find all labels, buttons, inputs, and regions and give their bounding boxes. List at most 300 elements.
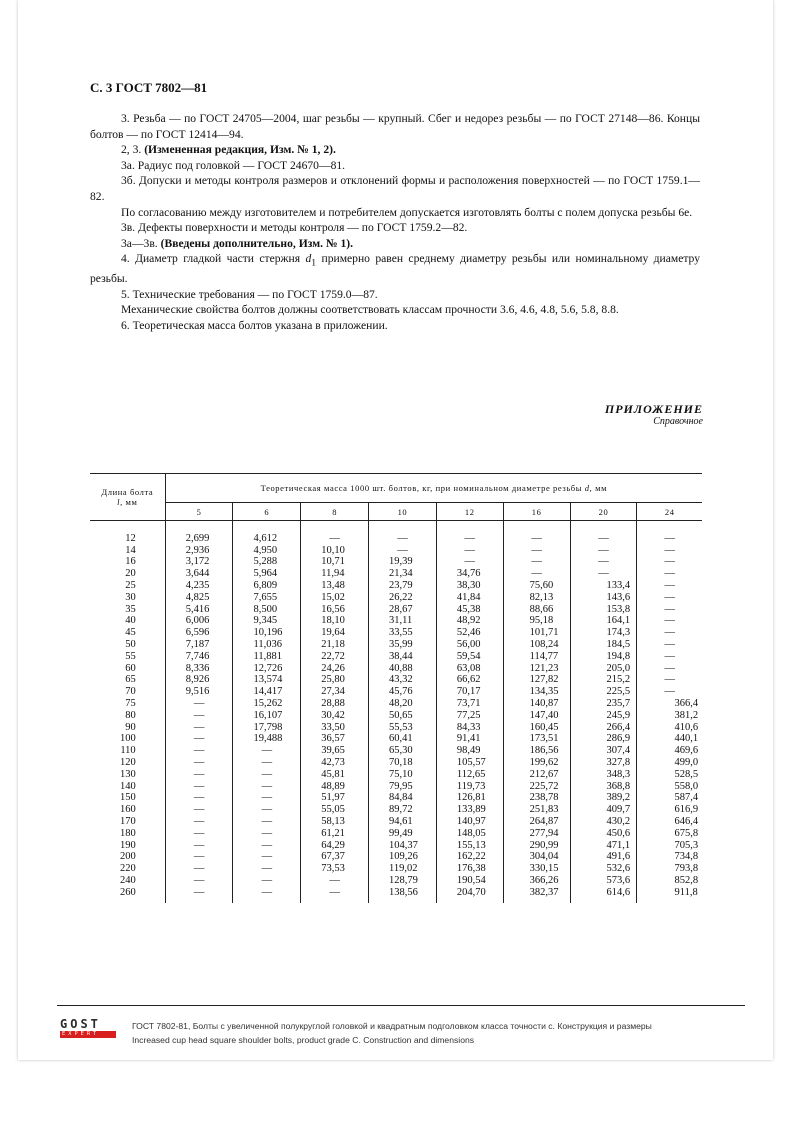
mass-cell: — xyxy=(637,592,702,604)
mass-cell: 734,8 xyxy=(637,851,702,863)
length-cell: 60 xyxy=(125,662,136,674)
logo-red-bar: EXPERT xyxy=(60,1031,116,1038)
mass-cell: 64,29 xyxy=(301,840,369,852)
mass-cell: — xyxy=(233,863,301,875)
mass-cell: 366,4 xyxy=(637,698,702,710)
mass-cell: — xyxy=(570,568,637,580)
mass-cell: — xyxy=(165,887,233,899)
diameter-header-cell: 8 xyxy=(301,503,369,521)
mass-cell: — xyxy=(369,545,437,557)
mass-cell: 104,37 xyxy=(369,840,437,852)
length-cell: 200 xyxy=(119,851,136,863)
mass-cell: — xyxy=(165,863,233,875)
mass-cell: 73,71 xyxy=(436,698,503,710)
mass-cell: 9,516 xyxy=(165,686,233,698)
mass-cell: 204,70 xyxy=(436,887,503,899)
mass-cell: 35,99 xyxy=(369,639,437,651)
mass-cell: 91,41 xyxy=(436,733,503,745)
table-row xyxy=(90,851,702,863)
mass-cell: — xyxy=(165,710,233,722)
mass-cell: 45,81 xyxy=(301,769,369,781)
mass-cell: 12,726 xyxy=(233,663,301,675)
mass-cell: 205,0 xyxy=(570,663,637,675)
mass-cell: 88,66 xyxy=(503,604,570,616)
mass-cell: 67,37 xyxy=(301,851,369,863)
mass-cell: — xyxy=(503,556,570,568)
mass-cell: 286,9 xyxy=(570,733,637,745)
table-row xyxy=(90,804,702,816)
mass-cell: 4,825 xyxy=(165,592,233,604)
mass-cell: 56,00 xyxy=(436,639,503,651)
diameter-header-cell: 20 xyxy=(570,503,637,521)
mass-cell: 40,88 xyxy=(369,663,437,675)
table-spacer-row xyxy=(90,521,702,533)
paragraph-amendment-2: 3а—3в. (Введены дополнительно, Изм. № 1). xyxy=(121,236,354,250)
table-row xyxy=(90,592,702,604)
mass-cell: 264,87 xyxy=(503,816,570,828)
mass-cell: 25,80 xyxy=(301,674,369,686)
mass-cell: 194,8 xyxy=(570,651,637,663)
mass-cell: 51,97 xyxy=(301,792,369,804)
mass-cell: 19,488 xyxy=(233,733,301,745)
mass-cell: 10,10 xyxy=(301,545,369,557)
length-cell: 45 xyxy=(125,627,136,639)
mass-cell: 304,04 xyxy=(503,851,570,863)
mass-cell: 4,612 xyxy=(233,533,301,545)
table-row xyxy=(90,639,702,651)
mass-cell: 11,94 xyxy=(301,568,369,580)
mass-cell: — xyxy=(233,781,301,793)
mass-cell: 327,8 xyxy=(570,757,637,769)
mass-cell: — xyxy=(165,804,233,816)
mass-cell: 98,49 xyxy=(436,745,503,757)
table-row xyxy=(90,545,702,557)
table-row xyxy=(90,816,702,828)
mass-cell: 13,48 xyxy=(301,580,369,592)
mass-cell: 140,97 xyxy=(436,816,503,828)
mass-cell: 11,036 xyxy=(233,639,301,651)
length-cell: 16 xyxy=(125,556,136,568)
mass-cell: 2,699 xyxy=(165,533,233,545)
mass-cell: 41,84 xyxy=(436,592,503,604)
mass-cell: 119,73 xyxy=(436,781,503,793)
mass-cell: 27,34 xyxy=(301,686,369,698)
mass-cell: 28,88 xyxy=(301,698,369,710)
footer-divider xyxy=(57,1005,745,1006)
mass-cell: 499,0 xyxy=(637,757,702,769)
mass-cell: 6,809 xyxy=(233,580,301,592)
table-row xyxy=(90,651,702,663)
mass-cell: 266,4 xyxy=(570,722,637,734)
mass-cell: 13,574 xyxy=(233,674,301,686)
mass-cell: 61,21 xyxy=(301,828,369,840)
table-row xyxy=(90,887,702,899)
mass-cell: 109,26 xyxy=(369,851,437,863)
mass-cell: — xyxy=(165,851,233,863)
mass-cell: 23,79 xyxy=(369,580,437,592)
mass-cell: 389,2 xyxy=(570,792,637,804)
mass-cell: 6,596 xyxy=(165,627,233,639)
length-cell: 220 xyxy=(119,863,136,875)
table-row xyxy=(90,757,702,769)
mass-cell: 440,1 xyxy=(637,733,702,745)
mass-cell: — xyxy=(436,533,503,545)
mass-cell: — xyxy=(637,580,702,592)
mass-cell: — xyxy=(233,875,301,887)
mass-cell: — xyxy=(637,556,702,568)
mass-cell: 43,32 xyxy=(369,674,437,686)
mass-cell: 108,24 xyxy=(503,639,570,651)
mass-cell: — xyxy=(570,533,637,545)
mass-cell: 8,926 xyxy=(165,674,233,686)
length-cell: 150 xyxy=(119,792,136,804)
mass-cell: 238,78 xyxy=(503,792,570,804)
table-row xyxy=(90,863,702,875)
mass-cell: 121,23 xyxy=(503,663,570,675)
mass-cell: 8,500 xyxy=(233,604,301,616)
mass-cell: 382,37 xyxy=(503,887,570,899)
mass-cell: — xyxy=(637,568,702,580)
length-cell: 130 xyxy=(119,768,136,780)
mass-cell: 9,345 xyxy=(233,615,301,627)
mass-cell: 16,107 xyxy=(233,710,301,722)
mass-cell: 7,746 xyxy=(165,651,233,663)
mass-cell: 2,936 xyxy=(165,545,233,557)
footer-line-en: Increased cup head square shoulder bolts, product grade C. Construction and dimensions xyxy=(132,1035,475,1045)
mass-cell: 38,30 xyxy=(436,580,503,592)
mass-cell: 3,644 xyxy=(165,568,233,580)
table-row xyxy=(90,792,702,804)
length-cell: 190 xyxy=(119,839,136,851)
mass-cell: 26,22 xyxy=(369,592,437,604)
mass-cell: 21,34 xyxy=(369,568,437,580)
mass-cell: 143,6 xyxy=(570,592,637,604)
mass-cell: 63,08 xyxy=(436,663,503,675)
mass-cell: 162,22 xyxy=(436,851,503,863)
mass-cell: 33,50 xyxy=(301,722,369,734)
mass-cell: 19,39 xyxy=(369,556,437,568)
mass-cell: 55,05 xyxy=(301,804,369,816)
mass-cell: 84,84 xyxy=(369,792,437,804)
table-row xyxy=(90,604,702,616)
mass-cell: — xyxy=(301,533,369,545)
mass-cell: — xyxy=(165,816,233,828)
length-cell: 65 xyxy=(125,674,136,686)
mass-cell: — xyxy=(637,639,702,651)
mass-cell: — xyxy=(233,792,301,804)
mass-cell: 73,53 xyxy=(301,863,369,875)
mass-cell: — xyxy=(233,769,301,781)
diameter-header-cell: 24 xyxy=(637,503,702,521)
mass-cell: — xyxy=(165,698,233,710)
appendix-title: ПРИЛОЖЕНИЕ xyxy=(604,402,703,416)
mass-cell: 15,02 xyxy=(301,592,369,604)
page-header: С. 3 ГОСТ 7802—81 xyxy=(90,80,208,95)
mass-cell: 66,62 xyxy=(436,674,503,686)
mass-cell: 186,56 xyxy=(503,745,570,757)
length-cell: 20 xyxy=(125,568,136,580)
mass-cell: — xyxy=(165,781,233,793)
mass-cell: 31,11 xyxy=(369,615,437,627)
length-cell: 240 xyxy=(119,874,136,886)
mass-cell: 114,77 xyxy=(503,651,570,663)
length-cell: 170 xyxy=(119,815,136,827)
mass-cell: 164,1 xyxy=(570,615,637,627)
table-row xyxy=(90,828,702,840)
mass-cell: 290,99 xyxy=(503,840,570,852)
mass-cell: — xyxy=(233,804,301,816)
length-cell: 160 xyxy=(119,804,136,816)
mass-cell: 89,72 xyxy=(369,804,437,816)
mass-cell: 30,42 xyxy=(301,710,369,722)
mass-cell: 5,964 xyxy=(233,568,301,580)
mass-cell: 65,30 xyxy=(369,745,437,757)
length-cell: 35 xyxy=(125,603,136,615)
diameter-header-cell: 12 xyxy=(436,503,503,521)
paragraph-tolerances: 3б. Допуски и методы контроля размеров и отклонений формы и расположения поверхностей — по ГОСТ 1759.1—82. xyxy=(90,174,700,203)
mass-cell: 852,8 xyxy=(637,875,702,887)
table-row xyxy=(90,710,702,722)
body-text xyxy=(90,111,700,334)
mass-cell: — xyxy=(637,686,702,698)
mass-cell: 330,15 xyxy=(503,863,570,875)
mass-span-header: Теоретическая масса 1000 шт. болтов, кг, при номинальном диаметре резьбы d, мм xyxy=(165,474,702,503)
mass-cell: 11,881 xyxy=(233,651,301,663)
paragraph-mechanical: Механические свойства болтов должны соответствовать классам прочности 3.6, 4.6, 4.8, 5.6, 5.8, 8.8. xyxy=(121,303,619,317)
mass-cell: 5,416 xyxy=(165,604,233,616)
mass-cell: — xyxy=(233,840,301,852)
mass-cell: 409,7 xyxy=(570,804,637,816)
mass-cell: 212,67 xyxy=(503,769,570,781)
mass-cell: — xyxy=(637,651,702,663)
mass-cell: 4,235 xyxy=(165,580,233,592)
mass-cell: 82,13 xyxy=(503,592,570,604)
mass-cell: — xyxy=(165,828,233,840)
mass-cell: 911,8 xyxy=(637,887,702,899)
col-length-header: Длина болта l, мм xyxy=(90,474,165,521)
length-cell: 70 xyxy=(125,686,136,698)
length-cell: 75 xyxy=(125,697,136,709)
mass-cell: 22,72 xyxy=(301,651,369,663)
mass-cell: 140,87 xyxy=(503,698,570,710)
diameter-header-cell: 16 xyxy=(503,503,570,521)
mass-cell: 33,55 xyxy=(369,627,437,639)
mass-cell: 75,10 xyxy=(369,769,437,781)
table-row xyxy=(90,556,702,568)
mass-cell: 21,18 xyxy=(301,639,369,651)
mass-table-body xyxy=(90,521,702,903)
mass-cell: 60,41 xyxy=(369,733,437,745)
mass-cell: — xyxy=(233,816,301,828)
mass-cell: 5,288 xyxy=(233,556,301,568)
mass-cell: — xyxy=(369,533,437,545)
mass-cell: 105,57 xyxy=(436,757,503,769)
mass-cell: 24,26 xyxy=(301,663,369,675)
diameter-header-cell: 10 xyxy=(369,503,437,521)
mass-cell: 410,6 xyxy=(637,722,702,734)
mass-cell: 532,6 xyxy=(570,863,637,875)
footer-line-ru: ГОСТ 7802-81, Болты с увеличенной полукруглой головкой и квадратным подголовком класса точности с. Конструкция и размеры xyxy=(132,1021,652,1031)
length-cell: 25 xyxy=(125,579,136,591)
appendix-subtitle: Справочное xyxy=(653,416,703,427)
mass-cell: 381,2 xyxy=(637,710,702,722)
mass-cell: 77,25 xyxy=(436,710,503,722)
length-cell: 55 xyxy=(125,650,136,662)
mass-cell: 587,4 xyxy=(637,792,702,804)
paragraph-agreement: По согласованию между изготовителем и потребителем допускается изготовлять болты с полем допуска резьбы 6е. xyxy=(121,205,693,219)
footer-text xyxy=(132,1019,652,1047)
diameter-header-row xyxy=(90,503,702,521)
mass-cell: — xyxy=(637,674,702,686)
mass-cell: 471,1 xyxy=(570,840,637,852)
mass-cell: 45,38 xyxy=(436,604,503,616)
mass-cell: 38,44 xyxy=(369,651,437,663)
mass-cell: 134,35 xyxy=(503,686,570,698)
mass-cell: — xyxy=(436,556,503,568)
mass-cell: 616,9 xyxy=(637,804,702,816)
length-cell: 120 xyxy=(119,756,136,768)
mass-cell: 36,57 xyxy=(301,733,369,745)
table-row xyxy=(90,674,702,686)
mass-cell: 79,95 xyxy=(369,781,437,793)
mass-cell: — xyxy=(233,757,301,769)
mass-cell: 39,65 xyxy=(301,745,369,757)
mass-cell: 558,0 xyxy=(637,781,702,793)
mass-cell: 84,33 xyxy=(436,722,503,734)
mass-cell: — xyxy=(503,533,570,545)
mass-cell: 94,61 xyxy=(369,816,437,828)
mass-cell: 215,2 xyxy=(570,674,637,686)
mass-cell: 225,72 xyxy=(503,781,570,793)
mass-cell: 28,67 xyxy=(369,604,437,616)
mass-cell: 3,172 xyxy=(165,556,233,568)
diameter-header-cell: 6 xyxy=(233,503,301,521)
mass-cell: 251,83 xyxy=(503,804,570,816)
mass-cell: 10,196 xyxy=(233,627,301,639)
mass-cell: 491,6 xyxy=(570,851,637,863)
table-spacer-row xyxy=(90,899,702,903)
gost-expert-logo: GOST EXPERT xyxy=(60,1018,116,1038)
mass-cell: 55,53 xyxy=(369,722,437,734)
mass-cell: 199,62 xyxy=(503,757,570,769)
mass-cell: — xyxy=(637,627,702,639)
mass-cell: 127,82 xyxy=(503,674,570,686)
mass-cell: 245,9 xyxy=(570,710,637,722)
mass-cell: 138,56 xyxy=(369,887,437,899)
mass-cell: 184,5 xyxy=(570,639,637,651)
mass-cell: 235,7 xyxy=(570,698,637,710)
table-row xyxy=(90,769,702,781)
paragraph-diameter: 4. Диаметр гладкой части стержня $d_1$ примерно равен среднему диаметру резьбы или номинальному диаметру резьбы. xyxy=(90,252,700,286)
mass-cell: — xyxy=(165,875,233,887)
mass-cell: 133,4 xyxy=(570,580,637,592)
paragraph-radius: 3а. Радиус под головкой — ГОСТ 24670—81. xyxy=(121,158,346,172)
paragraph-defects: 3в. Дефекты поверхности и методы контроля — по ГОСТ 1759.2—82. xyxy=(121,221,468,235)
mass-cell: 75,60 xyxy=(503,580,570,592)
mass-cell: 7,655 xyxy=(233,592,301,604)
mass-cell: 430,2 xyxy=(570,816,637,828)
mass-cell: 528,5 xyxy=(637,769,702,781)
mass-cell: — xyxy=(301,875,369,887)
mass-cell: 793,8 xyxy=(637,863,702,875)
mass-cell: 160,45 xyxy=(503,722,570,734)
paragraph-thread: 3. Резьба — по ГОСТ 24705—2004, шаг резьбы — крупный. Сбег и недорез резьбы — по ГОСТ 27148—86. Концы болтов — по ГОСТ 12414—94. xyxy=(90,112,700,141)
mass-cell: — xyxy=(503,545,570,557)
length-cell: 100 xyxy=(119,733,136,745)
mass-cell: 70,18 xyxy=(369,757,437,769)
table-row xyxy=(90,840,702,852)
mass-cell: 59,54 xyxy=(436,651,503,663)
length-cell: 80 xyxy=(125,709,136,721)
mass-cell: 95,18 xyxy=(503,615,570,627)
table-row xyxy=(90,533,702,545)
mass-cell: 34,76 xyxy=(436,568,503,580)
mass-cell: 8,336 xyxy=(165,663,233,675)
mass-cell: 99,49 xyxy=(369,828,437,840)
mass-cell: 173,51 xyxy=(503,733,570,745)
length-cell: 30 xyxy=(125,591,136,603)
mass-cell: — xyxy=(165,792,233,804)
length-cell: 110 xyxy=(120,745,136,757)
table-row xyxy=(90,698,702,710)
mass-cell: 368,8 xyxy=(570,781,637,793)
table-row xyxy=(90,733,702,745)
mass-cell: 614,6 xyxy=(570,887,637,899)
mass-cell: 153,8 xyxy=(570,604,637,616)
mass-cell: 277,94 xyxy=(503,828,570,840)
length-cell: 260 xyxy=(119,886,136,898)
paragraph-amendment-1: 2, 3. (Измененная редакция, Изм. № 1, 2). xyxy=(121,143,336,157)
mass-cell: 119,02 xyxy=(369,863,437,875)
mass-cell: — xyxy=(637,615,702,627)
mass-cell: 101,71 xyxy=(503,627,570,639)
table-row xyxy=(90,663,702,675)
mass-cell: 70,17 xyxy=(436,686,503,698)
mass-cell: — xyxy=(165,733,233,745)
mass-cell: — xyxy=(301,887,369,899)
mass-cell: — xyxy=(233,851,301,863)
mass-cell: — xyxy=(165,769,233,781)
mass-cell: 675,8 xyxy=(637,828,702,840)
mass-cell: 7,187 xyxy=(165,639,233,651)
mass-cell: 48,89 xyxy=(301,781,369,793)
mass-cell: 133,89 xyxy=(436,804,503,816)
mass-cell: 48,20 xyxy=(369,698,437,710)
mass-cell: 112,65 xyxy=(436,769,503,781)
length-cell: 90 xyxy=(125,721,136,733)
mass-cell: 10,71 xyxy=(301,556,369,568)
mass-cell: 52,46 xyxy=(436,627,503,639)
mass-cell: — xyxy=(233,828,301,840)
length-cell: 40 xyxy=(125,615,136,627)
mass-cell: 155,13 xyxy=(436,840,503,852)
mass-cell: 16,56 xyxy=(301,604,369,616)
mass-cell: 58,13 xyxy=(301,816,369,828)
mass-cell: 705,3 xyxy=(637,840,702,852)
paragraph-requirements: 5. Технические требования — по ГОСТ 1759.0—87. xyxy=(121,287,378,301)
mass-cell: 450,6 xyxy=(570,828,637,840)
table-row xyxy=(90,568,702,580)
mass-cell: 48,92 xyxy=(436,615,503,627)
length-cell: 50 xyxy=(125,638,136,650)
table-row xyxy=(90,745,702,757)
mass-cell: — xyxy=(436,545,503,557)
mass-cell: 646,4 xyxy=(637,816,702,828)
mass-cell: — xyxy=(570,545,637,557)
mass-cell: 307,4 xyxy=(570,745,637,757)
mass-cell: 14,417 xyxy=(233,686,301,698)
mass-cell: — xyxy=(165,722,233,734)
